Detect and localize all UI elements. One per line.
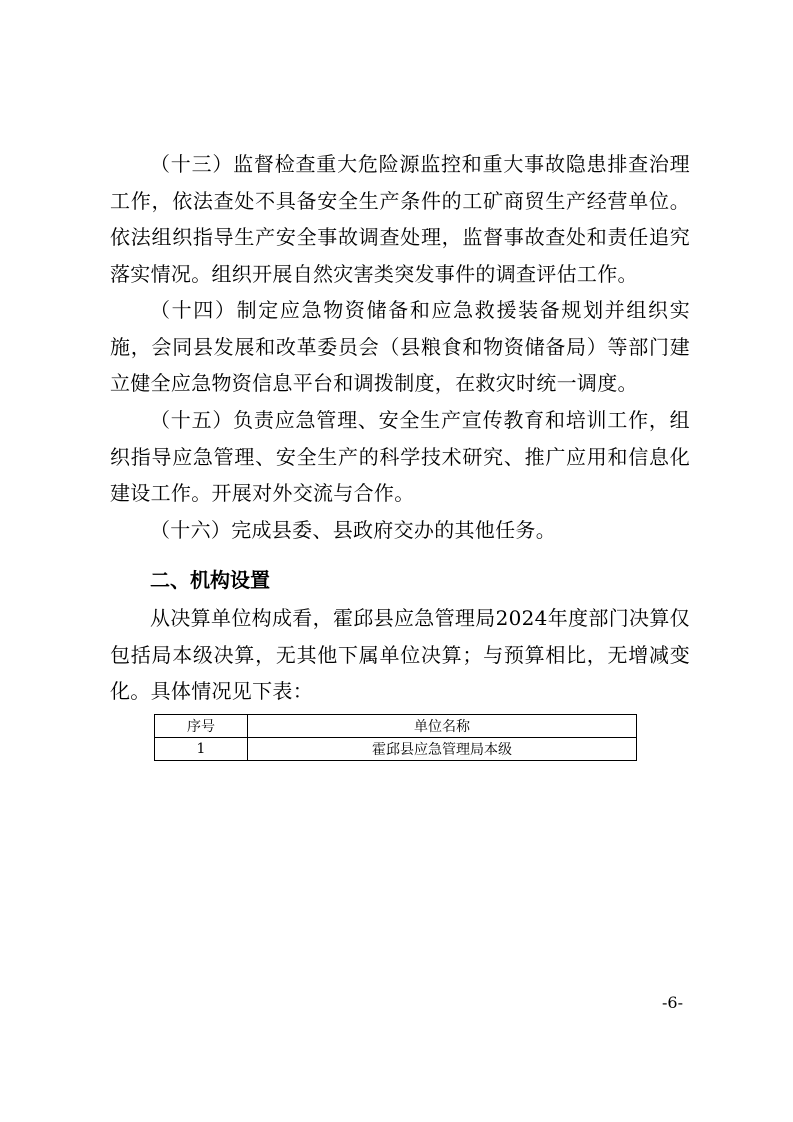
section-body: 从决算单位构成看，霍邱县应急管理局2024年度部门决算仅包括局本级决算，无其他下属单位决算；与预算相比，无增减变化。具体情况见下表：	[110, 606, 690, 703]
paragraph-14: （十四）制定应急物资储备和应急救援装备规划并组织实施，会同县发展和改革委员会（县粮食和物资储备局）等部门建立健全应急物资信息平台和调拨制度，在救灾时统一调度。	[110, 298, 690, 395]
cell-no: 1	[155, 738, 248, 761]
section-heading: 二、机构设置	[150, 568, 270, 592]
paragraph-16: （十六）完成县委、县政府交办的其他任务。	[150, 518, 556, 542]
cell-name: 霍邱县应急管理局本级	[248, 738, 637, 761]
header-no: 序号	[155, 715, 248, 738]
units-table	[154, 714, 637, 761]
paragraph-15: （十五）负责应急管理、安全生产宣传教育和培训工作，组织指导应急管理、安全生产的科学技术研究、推广应用和信息化建设工作。开展对外交流与合作。	[110, 408, 690, 505]
page-number: -6-	[662, 993, 683, 1012]
header-name: 单位名称	[248, 715, 637, 738]
table-header-row	[155, 715, 637, 738]
table-row	[155, 738, 637, 761]
paragraph-13: （十三）监督检查重大危险源监控和重大事故隐患排查治理工作，依法查处不具备安全生产条件的工矿商贸生产经营单位。依法组织指导生产安全事故调查处理，监督事故查处和责任追究落实情况。组织开展自然灾害类突发事件的调查评估工作。	[110, 152, 690, 286]
